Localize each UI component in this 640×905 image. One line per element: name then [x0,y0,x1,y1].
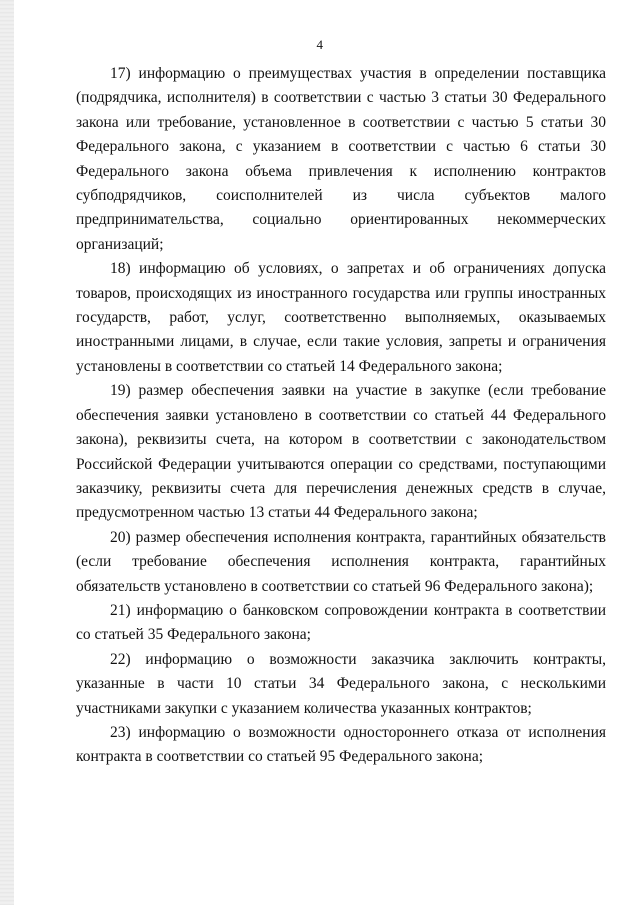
list-item-18: 18) информацию об условиях, о запретах и об ограничениях допуска товаров, происходящих из иностранного государства или группы иностранных государств, работ, услуг, соответственно выполняемых, оказываемых иностранными лицами, в случае, если такие условия, запреты и ограничения установлены в соответствии со статьей 14 Федерального закона; [76,260,606,375]
page-number: 4 [316,37,324,52]
list-item-19: 19) размер обеспечения заявки на участие в закупке (если требование обеспечения заявки установлено в соответствии со статьей 44 Федерального закона), реквизиты счета, на котором в соответствии с законодательством Российской Федерации учитываются операции со средствами, поступающими заказчику, реквизиты счета для перечисления денежных средств в случае, предусмотренном частью 13 статьи 44 Федерального закона; [76,382,606,522]
list-item-17: 17) информацию о преимуществах участия в определении поставщика (подрядчика, исполнителя) в соответствии с частью 3 статьи 30 Федерального закона или требование, установленное в соответствии с частью 5 статьи 30 Федерального закона, с указанием в соответствии с частью 6 статьи 30 Федерального закона объема привлечения к исполнению контрактов субподрядчиков, соисполнителей из числа субъектов малого предпринимательства, социально ориентированных некоммерческих организаций; [76,65,606,253]
list-item-21: 21) информацию о банковском сопровождении контракта в соответствии со статьей 35 Федерального закона; [76,601,606,644]
scan-edge-shadow [0,0,14,905]
list-item-22: 22) информацию о возможности заказчика заключить контракты, указанные в части 10 статьи 34 Федерального закона, с несколькими участниками закупки с указанием количества указанных контрактов; [76,650,606,717]
list-item-20: 20) размер обеспечения исполнения контракта, гарантийных обязательств (если требование обеспечения исполнения контракта, гарантийных обязательств установлено в соответствии со статьей 96 Федерального закона); [76,528,606,595]
list-item-23: 23) информацию о возможности одностороннего отказа от исполнения контракта в соответствии со статьей 95 Федерального закона; [76,723,606,766]
document-body [76,62,606,770]
